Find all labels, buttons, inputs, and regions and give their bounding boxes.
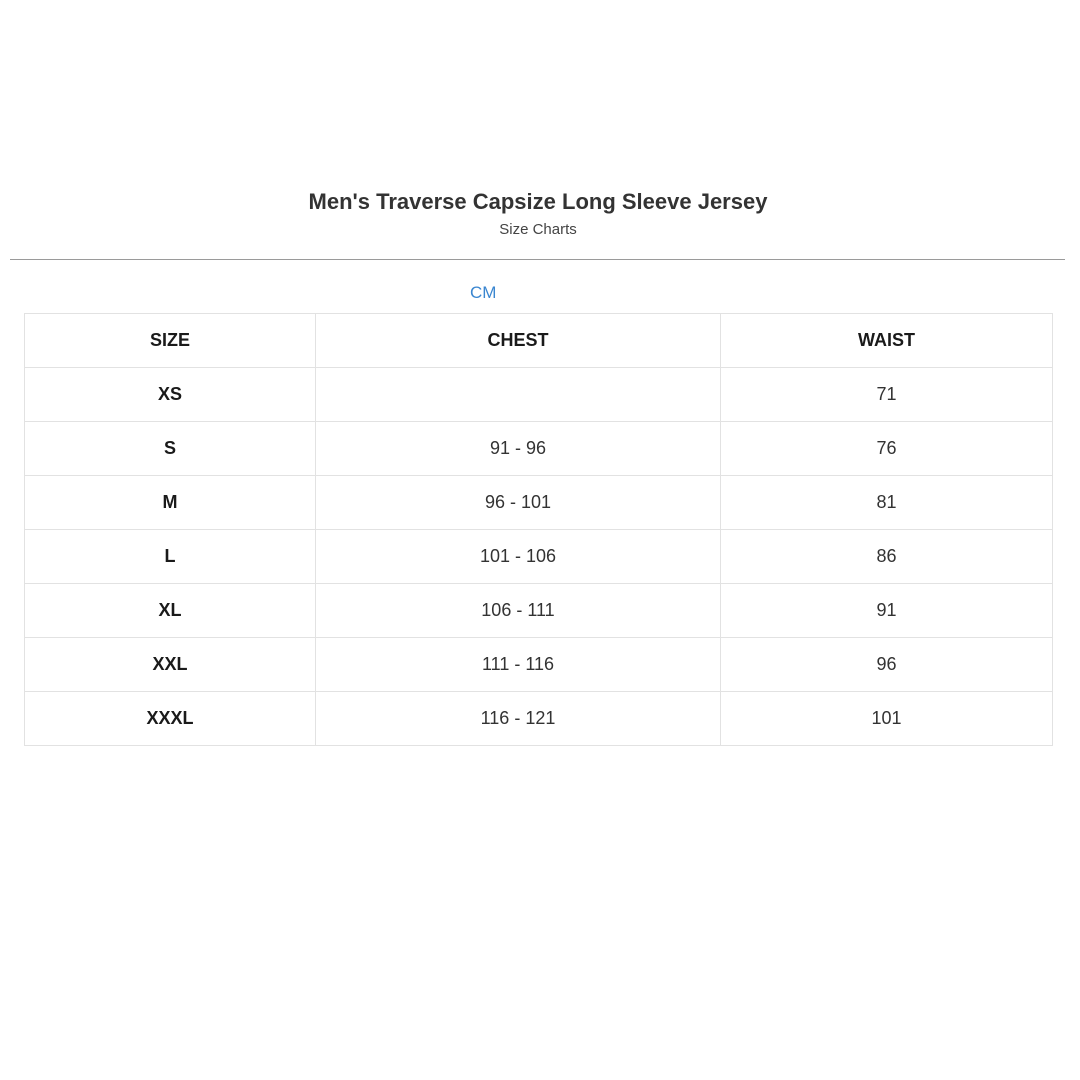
size-cell: XXL (25, 638, 316, 692)
waist-cell: 91 (721, 584, 1053, 638)
chest-cell: 106 - 111 (316, 584, 721, 638)
table-row (25, 530, 1053, 584)
table-row (25, 638, 1053, 692)
size-cell: XS (25, 368, 316, 422)
waist-cell: 86 (721, 530, 1053, 584)
chest-cell (316, 368, 721, 422)
chest-cell: 116 - 121 (316, 692, 721, 746)
header-divider (10, 259, 1065, 260)
chest-cell: 96 - 101 (316, 476, 721, 530)
table-row (25, 692, 1053, 746)
size-cell: XXXL (25, 692, 316, 746)
table-row (25, 368, 1053, 422)
column-header-chest: CHEST (316, 314, 721, 368)
waist-cell: 71 (721, 368, 1053, 422)
size-chart-table (24, 313, 1053, 746)
waist-cell: 76 (721, 422, 1053, 476)
chest-cell: 91 - 96 (316, 422, 721, 476)
size-cell: M (25, 476, 316, 530)
chest-cell: 101 - 106 (316, 530, 721, 584)
table-row (25, 422, 1053, 476)
size-cell: S (25, 422, 316, 476)
size-cell: L (25, 530, 316, 584)
waist-cell: 101 (721, 692, 1053, 746)
page-subtitle: Size Charts (499, 221, 577, 238)
table-header-row (25, 314, 1053, 368)
waist-cell: 96 (721, 638, 1053, 692)
column-header-size: SIZE (25, 314, 316, 368)
table-row (25, 476, 1053, 530)
column-header-waist: WAIST (721, 314, 1053, 368)
unit-tab-cm[interactable]: CM (470, 283, 497, 302)
page-title: Men's Traverse Capsize Long Sleeve Jersey (308, 189, 768, 214)
size-cell: XL (25, 584, 316, 638)
chest-cell: 111 - 116 (316, 638, 721, 692)
waist-cell: 81 (721, 476, 1053, 530)
table-row (25, 584, 1053, 638)
